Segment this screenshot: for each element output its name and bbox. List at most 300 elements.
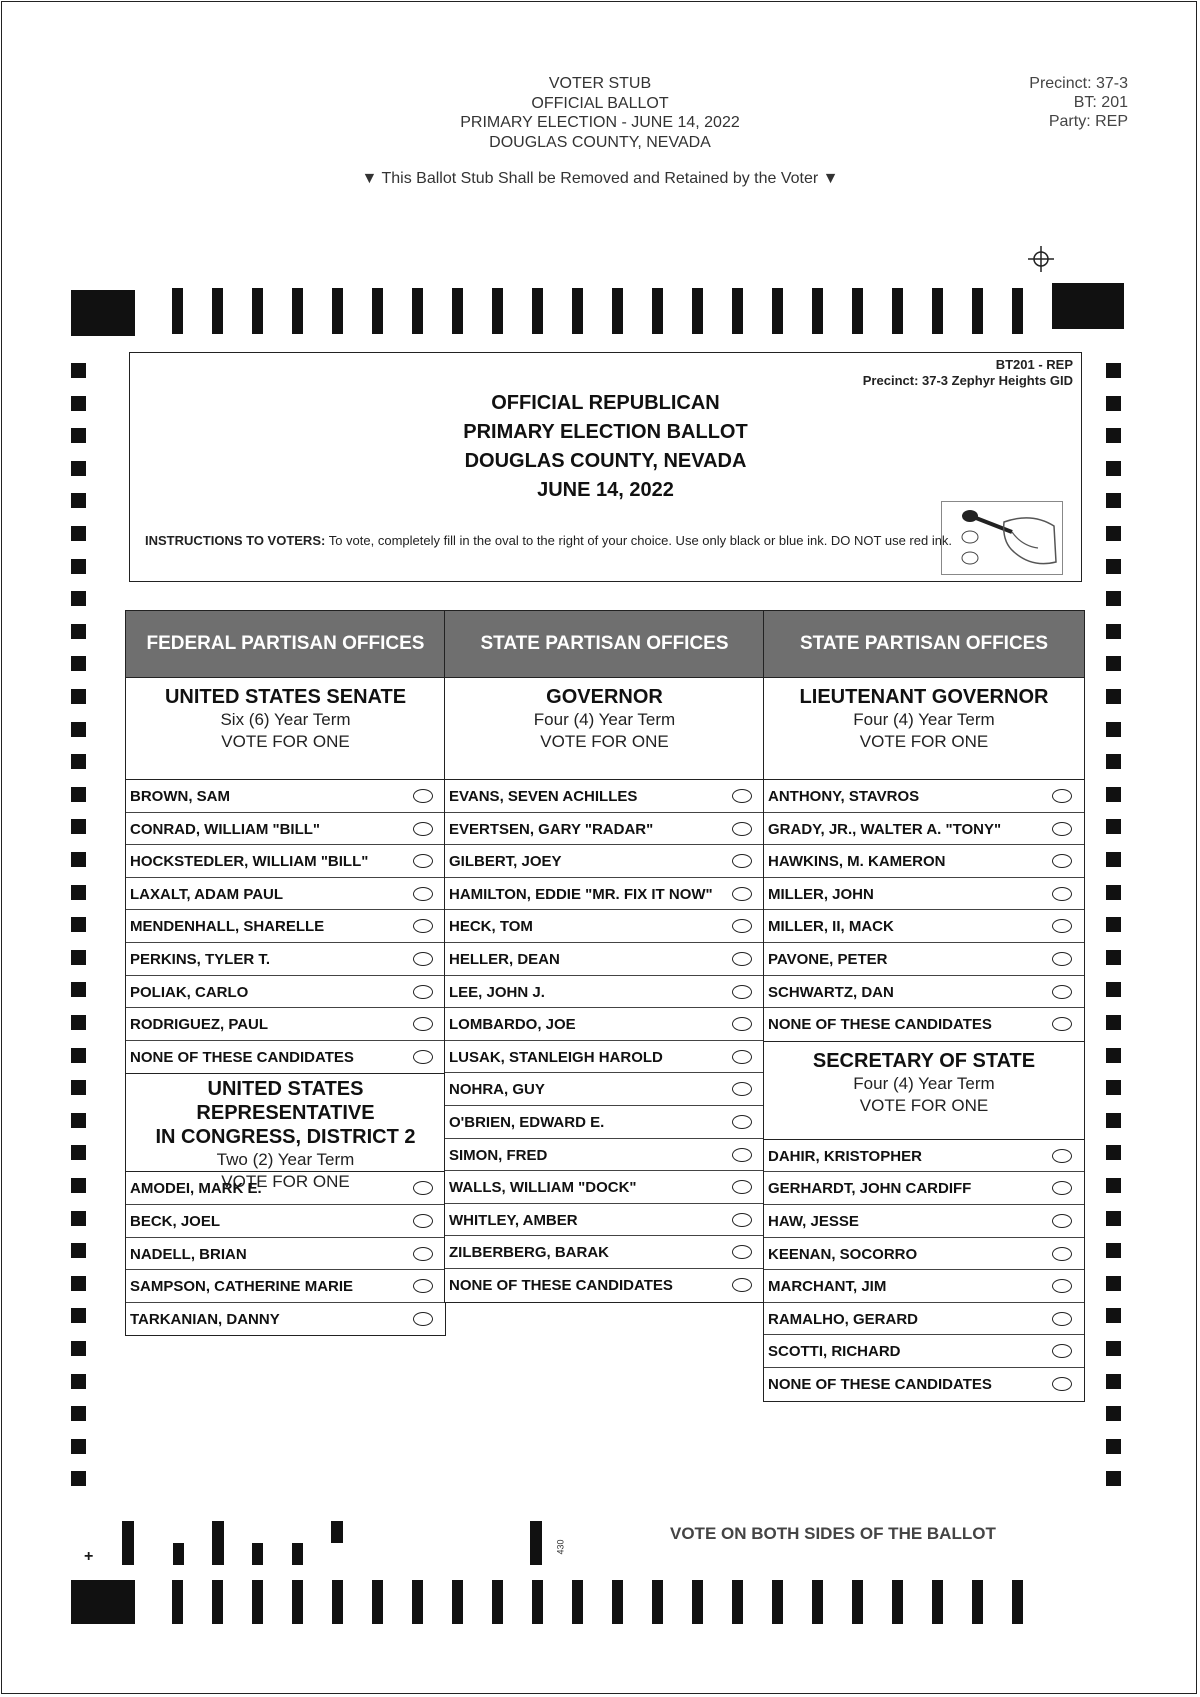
contest-title: IN CONGRESS, DISTRICT 2 (155, 1126, 416, 1149)
title-line: PRIMARY ELECTION BALLOT (463, 421, 748, 443)
candidate-row[interactable] (445, 813, 764, 846)
timing-mark (492, 288, 503, 334)
voter-stub (350, 74, 850, 152)
timing-mark (372, 1580, 383, 1624)
candidate-row[interactable] (445, 1041, 764, 1074)
candidate-name: POLIAK, CARLO (130, 983, 249, 1001)
timing-mark (1106, 559, 1121, 574)
timing-mark (572, 288, 583, 334)
timing-mark (852, 288, 863, 334)
vote-oval[interactable] (1052, 1017, 1072, 1031)
timing-mark (71, 917, 86, 932)
contest-term: Four (4) Year Term (853, 710, 995, 729)
candidate-name: ZILBERBERG, BARAK (449, 1244, 609, 1262)
timing-mark (71, 363, 86, 378)
timing-mark (372, 288, 383, 334)
timing-mark (172, 288, 183, 334)
candidate-name: LOMBARDO, JOE (449, 1016, 576, 1034)
timing-mark (1106, 1276, 1121, 1291)
candidate-name: NONE OF THESE CANDIDATES (768, 1375, 992, 1393)
candidate-row[interactable] (764, 943, 1084, 976)
column-heading: FEDERAL PARTISAN OFFICES (126, 611, 445, 678)
timing-mark (652, 1580, 663, 1624)
vote-oval[interactable] (1052, 1279, 1072, 1293)
timing-mark (71, 1276, 86, 1291)
candidate-row[interactable] (126, 1303, 445, 1336)
candidate-name: AMODEI, MARK E. (130, 1180, 262, 1198)
timing-mark (1106, 754, 1121, 769)
candidate-row[interactable] (445, 1008, 764, 1041)
timing-mark (71, 1341, 86, 1356)
candidate-row[interactable] (126, 878, 445, 911)
timing-mark (452, 288, 463, 334)
candidate-name: HAWKINS, M. KAMERON (768, 853, 946, 871)
contest-header (126, 678, 445, 780)
vote-oval[interactable] (1052, 789, 1072, 803)
timing-mark (1106, 819, 1121, 834)
candidate-row[interactable] (764, 1140, 1084, 1173)
candidate-name: PERKINS, TYLER T. (130, 950, 271, 968)
contest-vote-instruction: VOTE FOR ONE (859, 1095, 989, 1115)
vote-oval[interactable] (413, 1247, 433, 1261)
contest-term: Two (2) Year Term (216, 1150, 355, 1170)
candidate-list (126, 780, 445, 1074)
stub-line: VOTER STUB (548, 75, 652, 92)
timing-mark (71, 1048, 86, 1063)
timing-mark (71, 591, 86, 606)
candidate-name: HECK, TOM (449, 918, 533, 936)
contest-vote-instruction: VOTE FOR ONE (540, 732, 669, 751)
stub-bt: BT: 201 (1073, 94, 1128, 111)
timing-mark (71, 656, 86, 671)
timing-mark (892, 288, 903, 334)
timing-mark (71, 396, 86, 411)
vote-oval[interactable] (413, 1050, 433, 1064)
vote-oval[interactable] (1052, 1377, 1072, 1391)
vote-oval[interactable] (1052, 952, 1072, 966)
candidate-name: SIMON, FRED (449, 1146, 548, 1164)
candidate-name: KEENAN, SOCORRO (768, 1245, 918, 1263)
contest-header (764, 678, 1084, 780)
candidate-name: GERHARDT, JOHN CARDIFF (768, 1180, 972, 1198)
vote-oval[interactable] (732, 887, 752, 901)
vote-oval[interactable] (732, 1115, 752, 1129)
candidate-list (445, 780, 764, 1302)
candidate-name: GRADY, JR., WALTER A. "TONY" (768, 820, 1002, 838)
candidate-row[interactable] (764, 1172, 1084, 1205)
vote-oval[interactable] (1052, 985, 1072, 999)
instructions-text: To vote, completely fill in the oval to the right of your choice. Use only black or blue ink. DO NOT use red ink. (328, 533, 953, 548)
timing-mark (1106, 1145, 1121, 1160)
candidate-row[interactable] (126, 1270, 445, 1303)
vote-oval[interactable] (413, 1312, 433, 1326)
candidate-row[interactable] (126, 910, 445, 943)
timing-mark (1106, 1243, 1121, 1258)
vote-oval[interactable] (732, 1180, 752, 1194)
column-federal (125, 610, 446, 1336)
candidate-row[interactable] (764, 976, 1084, 1009)
timing-mark (1106, 1113, 1121, 1128)
corner-timing-block (71, 290, 135, 336)
candidate-row[interactable] (764, 1008, 1084, 1041)
stub-line: OFFICIAL BALLOT (531, 94, 669, 112)
candidate-name: NONE OF THESE CANDIDATES (449, 1276, 673, 1294)
timing-mark (1106, 1015, 1121, 1030)
candidate-name: MENDENHALL, SHARELLE (130, 918, 325, 936)
candidate-name: PAVONE, PETER (768, 950, 888, 968)
candidate-row[interactable] (126, 845, 445, 878)
vote-oval[interactable] (732, 919, 752, 933)
vote-oval[interactable] (732, 1213, 752, 1227)
timing-mark (71, 1439, 86, 1454)
vote-oval[interactable] (732, 789, 752, 803)
contest-title: GOVERNOR (546, 686, 663, 708)
candidate-row[interactable] (445, 878, 764, 911)
vote-oval[interactable] (1052, 1214, 1072, 1228)
timing-mark (292, 1580, 303, 1624)
vote-oval[interactable] (732, 1017, 752, 1031)
timing-mark (71, 885, 86, 900)
candidate-name: GILBERT, JOEY (449, 853, 562, 871)
timing-mark (1106, 787, 1121, 802)
candidate-name: LAXALT, ADAM PAUL (130, 885, 284, 903)
timing-mark (1106, 1341, 1121, 1356)
vote-oval[interactable] (732, 1148, 752, 1162)
contest-title: UNITED STATES REPRESENTATIVE (196, 1078, 375, 1125)
contest-title: UNITED STATES SENATE (164, 686, 407, 708)
ballot-type-code: BT201 - REP (995, 357, 1073, 372)
timing-mark (1106, 1178, 1121, 1193)
timing-mark (1106, 656, 1121, 671)
timing-mark (652, 288, 663, 334)
timing-mark (1106, 917, 1121, 932)
candidate-name: NONE OF THESE CANDIDATES (130, 1048, 354, 1066)
candidate-row[interactable] (126, 1172, 445, 1205)
candidate-row[interactable] (445, 845, 764, 878)
timing-mark (772, 1580, 783, 1624)
corner-timing-block (71, 1580, 135, 1624)
timing-mark (71, 689, 86, 704)
candidate-name: O'BRIEN, EDWARD E. (449, 1113, 605, 1131)
timing-mark (71, 1145, 86, 1160)
candidate-list (764, 1140, 1084, 1401)
timing-mark (71, 1308, 86, 1323)
stub-meta (1029, 74, 1128, 131)
timing-mark (1106, 1471, 1121, 1486)
code-mark (252, 1543, 263, 1565)
timing-mark (1106, 1211, 1121, 1226)
timing-mark (1106, 493, 1121, 508)
timing-mark (812, 288, 823, 334)
candidate-row[interactable] (764, 1368, 1084, 1401)
registration-plus-mark: + (84, 1548, 94, 1565)
candidate-name: MILLER, II, MACK (768, 918, 894, 936)
candidate-row[interactable] (126, 1238, 445, 1271)
candidate-row[interactable] (126, 976, 445, 1009)
timing-mark (1106, 461, 1121, 476)
vote-oval[interactable] (1052, 1312, 1072, 1326)
candidate-name: NADELL, BRIAN (130, 1245, 247, 1263)
timing-mark (71, 1113, 86, 1128)
timing-mark (1106, 852, 1121, 867)
candidate-name: LUSAK, STANLEIGH HAROLD (449, 1048, 663, 1066)
timing-mark (1106, 428, 1121, 443)
candidate-row[interactable] (445, 1073, 764, 1106)
vote-oval[interactable] (732, 1278, 752, 1292)
code-mark (173, 1543, 184, 1565)
contest-title: LIEUTENANT GOVERNOR (799, 686, 1049, 708)
timing-mark (1106, 1439, 1121, 1454)
candidate-name: MILLER, JOHN (768, 885, 874, 903)
candidate-row[interactable] (764, 1335, 1084, 1368)
candidate-row[interactable] (445, 780, 764, 813)
timing-mark (71, 559, 86, 574)
candidate-row[interactable] (126, 1008, 445, 1041)
vote-oval[interactable] (732, 1050, 752, 1064)
contest-vote-instruction: VOTE FOR ONE (859, 732, 989, 751)
timing-mark (1106, 591, 1121, 606)
candidate-row[interactable] (764, 1205, 1084, 1238)
candidate-row[interactable] (126, 813, 445, 846)
timing-mark (71, 1211, 86, 1226)
vote-oval[interactable] (1052, 919, 1072, 933)
timing-mark (1106, 982, 1121, 997)
candidate-name: MARCHANT, JIM (768, 1278, 887, 1296)
vote-oval[interactable] (732, 854, 752, 868)
vote-oval[interactable] (1052, 887, 1072, 901)
timing-mark (1106, 689, 1121, 704)
candidate-name: EVANS, SEVEN ACHILLES (449, 788, 638, 805)
timing-mark (71, 819, 86, 834)
ballot-header (129, 352, 1082, 582)
timing-mark (892, 1580, 903, 1624)
timing-mark (71, 1406, 86, 1421)
candidate-list (764, 780, 1084, 1042)
voter-instructions (145, 533, 952, 548)
timing-mark (932, 1580, 943, 1624)
candidate-name: HAW, JESSE (768, 1212, 859, 1230)
vote-oval[interactable] (413, 789, 433, 803)
timing-mark (932, 288, 943, 334)
instructions-label: INSTRUCTIONS TO VOTERS: (145, 533, 326, 548)
vote-oval[interactable] (413, 1279, 433, 1293)
candidate-row[interactable] (764, 813, 1084, 846)
timing-mark (71, 493, 86, 508)
timing-mark (71, 754, 86, 769)
candidate-name: RAMALHO, GERARD (768, 1310, 918, 1328)
timing-mark (732, 288, 743, 334)
timing-mark (412, 1580, 423, 1624)
timing-mark (972, 1580, 983, 1624)
vote-oval[interactable] (413, 1017, 433, 1031)
code-mark (331, 1521, 343, 1543)
candidate-row[interactable] (445, 1269, 764, 1302)
contest-vote-instruction: VOTE FOR ONE (221, 732, 350, 751)
candidate-name: DAHIR, KRISTOPHER (768, 1147, 922, 1165)
candidate-row[interactable] (126, 943, 445, 976)
candidate-name: SCHWARTZ, DAN (768, 983, 894, 1001)
timing-mark (732, 1580, 743, 1624)
candidate-row[interactable] (126, 1041, 445, 1074)
timing-mark (332, 288, 343, 334)
vote-oval[interactable] (1052, 1247, 1072, 1261)
vote-oval[interactable] (1052, 1344, 1072, 1358)
column-state-governor (444, 610, 765, 1303)
timing-mark (1012, 1580, 1023, 1624)
timing-mark (212, 1580, 223, 1624)
vote-oval[interactable] (413, 854, 433, 868)
ballot-title (130, 389, 1081, 505)
vote-oval[interactable] (413, 1214, 433, 1228)
timing-mark (612, 288, 623, 334)
candidate-row[interactable] (126, 780, 445, 813)
column-heading: STATE PARTISAN OFFICES (445, 611, 764, 678)
timing-mark (71, 1471, 86, 1486)
candidate-name: EVERTSEN, GARY "RADAR" (449, 820, 654, 838)
timing-mark (532, 288, 543, 334)
registration-crosshair-icon (1028, 246, 1054, 272)
timing-mark (452, 1580, 463, 1624)
candidate-row[interactable] (445, 976, 764, 1009)
timing-mark (572, 1580, 583, 1624)
timing-mark (1106, 1048, 1121, 1063)
corner-timing-block (1052, 283, 1124, 329)
candidate-row[interactable] (126, 1205, 445, 1238)
timing-mark (772, 288, 783, 334)
candidate-row[interactable] (764, 1303, 1084, 1336)
timing-mark (692, 1580, 703, 1624)
timing-mark (1106, 1374, 1121, 1389)
vote-oval[interactable] (413, 1181, 433, 1195)
vote-oval[interactable] (732, 985, 752, 999)
timing-mark (71, 1178, 86, 1193)
timing-mark (71, 982, 86, 997)
candidate-row[interactable] (445, 943, 764, 976)
vote-oval[interactable] (413, 985, 433, 999)
contest-term: Six (6) Year Term (220, 710, 351, 729)
column-heading: STATE PARTISAN OFFICES (764, 611, 1084, 678)
timing-mark (71, 787, 86, 802)
header-precinct: Precinct: 37-3 Zephyr Heights GID (862, 373, 1073, 388)
title-line: JUNE 14, 2022 (537, 479, 674, 501)
candidate-row[interactable] (445, 1139, 764, 1172)
timing-mark (972, 288, 983, 334)
candidate-name: CONRAD, WILLIAM "BILL" (130, 820, 321, 838)
timing-mark (612, 1580, 623, 1624)
candidate-row[interactable] (764, 780, 1084, 813)
timing-mark (71, 428, 86, 443)
candidate-row[interactable] (764, 878, 1084, 911)
candidate-name: BECK, JOEL (130, 1212, 221, 1230)
vote-oval[interactable] (413, 919, 433, 933)
candidate-row[interactable] (445, 1171, 764, 1204)
vote-oval[interactable] (732, 822, 752, 836)
timing-mark (71, 722, 86, 737)
timing-mark (172, 1580, 183, 1624)
candidate-name: SCOTTI, RICHARD (768, 1343, 901, 1361)
candidate-name: BROWN, SAM (130, 788, 230, 805)
timing-mark (71, 1243, 86, 1258)
timing-mark (332, 1580, 343, 1624)
code-mark (292, 1543, 303, 1565)
candidate-name: WHITLEY, AMBER (449, 1211, 578, 1229)
timing-mark (812, 1580, 823, 1624)
vote-oval[interactable] (732, 1082, 752, 1096)
timing-mark (532, 1580, 543, 1624)
code-mark (530, 1521, 542, 1565)
timing-mark (1106, 363, 1121, 378)
vote-both-sides-note: VOTE ON BOTH SIDES OF THE BALLOT (670, 1524, 996, 1543)
candidate-row[interactable] (764, 845, 1084, 878)
timing-mark (492, 1580, 503, 1624)
contest-term: Four (4) Year Term (853, 1073, 995, 1093)
timing-mark (1012, 288, 1023, 334)
candidate-name: NONE OF THESE CANDIDATES (768, 1016, 992, 1034)
contest-vote-instruction: VOTE FOR ONE (221, 1172, 350, 1192)
vote-oval[interactable] (413, 952, 433, 966)
candidate-row[interactable] (445, 910, 764, 943)
pen-filling-oval-icon (941, 501, 1063, 575)
timing-mark (252, 288, 263, 334)
candidate-row[interactable] (445, 1106, 764, 1139)
stub-line: PRIMARY ELECTION - JUNE 14, 2022 (460, 114, 740, 131)
timing-mark (252, 1580, 263, 1624)
contest-header (445, 678, 764, 780)
timing-mark (71, 526, 86, 541)
candidate-row[interactable] (445, 1204, 764, 1237)
vote-oval[interactable] (732, 1245, 752, 1259)
vote-oval[interactable] (1052, 854, 1072, 868)
timing-mark (71, 1080, 86, 1095)
candidate-name: TARKANIAN, DANNY (130, 1310, 280, 1328)
contest-header (764, 1042, 1084, 1140)
timing-mark (71, 624, 86, 639)
candidate-name: WALLS, WILLIAM "DOCK" (449, 1179, 637, 1197)
candidate-name: NOHRA, GUY (449, 1081, 545, 1099)
timing-mark (412, 288, 423, 334)
timing-mark (71, 1374, 86, 1389)
candidate-row[interactable] (764, 1238, 1084, 1271)
column-state-lt-gov-sos (763, 610, 1085, 1402)
vote-oval[interactable] (413, 887, 433, 901)
code-mark (122, 1521, 134, 1565)
timing-mark (1106, 950, 1121, 965)
candidate-row[interactable] (445, 1236, 764, 1269)
stub-line: DOUGLAS COUNTY, NEVADA (489, 133, 711, 151)
timing-mark (71, 1015, 86, 1030)
vote-oval[interactable] (1052, 1149, 1072, 1163)
stub-party: Party: REP (1048, 113, 1128, 130)
title-line: DOUGLAS COUNTY, NEVADA (464, 450, 747, 472)
candidate-name: ANTHONY, STAVROS (768, 788, 920, 805)
candidate-row[interactable] (764, 1270, 1084, 1303)
candidate-name: LEE, JOHN J. (449, 983, 545, 1001)
timing-mark (1106, 526, 1121, 541)
timing-mark (71, 852, 86, 867)
timing-mark (692, 288, 703, 334)
vote-oval[interactable] (413, 822, 433, 836)
vote-oval[interactable] (1052, 1181, 1072, 1195)
candidate-row[interactable] (764, 910, 1084, 943)
vote-oval[interactable] (732, 952, 752, 966)
contest-title: SECRETARY OF STATE (812, 1049, 1036, 1072)
timing-mark (71, 461, 86, 476)
title-line: OFFICIAL REPUBLICAN (491, 392, 720, 414)
candidate-name: HELLER, DEAN (449, 950, 560, 968)
ballot-code (863, 357, 1073, 389)
vote-oval[interactable] (1052, 822, 1072, 836)
candidate-name: RODRIGUEZ, PAUL (130, 1016, 269, 1034)
